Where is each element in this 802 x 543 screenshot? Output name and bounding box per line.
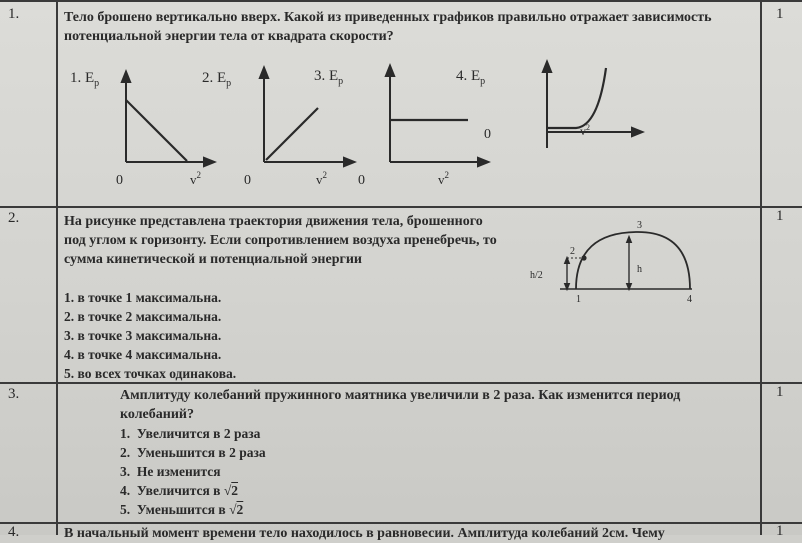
row-border <box>0 382 802 384</box>
svg-text:h/2: h/2 <box>530 270 543 281</box>
answer-option-5[interactable]: 5. во всех точках одинакова. <box>64 366 237 381</box>
graph-3 <box>314 68 484 188</box>
svg-text:0: 0 <box>244 173 251 188</box>
axis-label: $v^2$ <box>316 170 327 187</box>
svg-text:h: h <box>637 264 642 275</box>
graph-1 <box>70 70 210 188</box>
graph-2 <box>202 70 350 188</box>
row-border-top <box>0 0 802 2</box>
sqrt-symbol: √ <box>229 502 237 517</box>
question-text: Амплитуду колебаний пружинного маятника увеличили в 2 раза. Как изменится период колебаний? <box>120 388 681 422</box>
axis-label: $v^2$ <box>580 123 590 138</box>
svg-text:2: 2 <box>570 246 575 257</box>
plot-line <box>126 100 187 161</box>
plot-line <box>266 108 318 160</box>
question-points: 1 <box>776 6 784 22</box>
graph-label: 3. $E_p$ <box>314 68 344 87</box>
axis-label: $v^2$ <box>190 170 201 187</box>
column-border <box>760 0 762 535</box>
answer-option-2[interactable]: 2. Уменьшится в 2 раза <box>120 445 266 460</box>
answer-option-1[interactable]: 1. в точке 1 максимальна. <box>64 290 222 305</box>
svg-text:1: 1 <box>576 294 581 305</box>
svg-text:0: 0 <box>116 173 123 188</box>
answer-option-3[interactable]: 3. Не изменится <box>120 464 221 479</box>
answer-option-4[interactable]: 4. в точке 4 максимальна. <box>64 347 222 362</box>
row-border <box>0 206 802 208</box>
axis-label: $v^2$ <box>438 170 449 187</box>
question-text: Тело брошено вертикально вверх. Какой из приведенных графиков правильно отражает зависимость потенциальной энергии тела от квадрата скорости? <box>64 10 712 44</box>
answer-option-1[interactable]: 1. Увеличится в 2 раза <box>120 426 261 441</box>
trajectory-arc <box>576 232 690 289</box>
answer-option-2[interactable]: 2. в точке 2 максимальна. <box>64 309 222 324</box>
svg-text:0: 0 <box>358 173 365 188</box>
energy-graphs <box>60 58 650 200</box>
column-border <box>56 0 58 535</box>
question-points: 1 <box>776 523 784 539</box>
plot-curve <box>547 68 606 128</box>
point-2-marker <box>581 255 586 260</box>
graph-label: 1. $E_p$ <box>70 70 100 89</box>
svg-text:3: 3 <box>637 220 642 231</box>
question-number: 2. <box>8 210 20 226</box>
question-number: 4. <box>8 524 20 540</box>
svg-text:4: 4 <box>687 294 692 305</box>
answer-option-3[interactable]: 3. в точке 3 максимальна. <box>64 328 222 343</box>
graph-4 <box>456 66 638 148</box>
question-number: 1. <box>8 6 20 22</box>
svg-text:0: 0 <box>484 127 491 142</box>
question-points: 1 <box>776 208 784 224</box>
graph-label: 2. $E_p$ <box>202 70 232 89</box>
question-points: 1 <box>776 384 784 400</box>
trajectory-figure <box>520 214 720 314</box>
question-number: 3. <box>8 386 20 402</box>
answer-option-4[interactable]: 4. Увеличится в √2 <box>120 483 239 498</box>
answer-option-5[interactable]: 5. Уменьшится в √2 <box>120 502 244 517</box>
question-text: В начальный момент времени тело находилось в равновесии. Амплитуда колебаний 2см. Чему <box>64 526 665 541</box>
graph-label: 4. $E_p$ <box>456 68 486 87</box>
question-text: На рисунке представлена траектория движения тела, брошенного под углом к горизонту. Если сопротивлением воздуха пренебречь, то сумма кинетической и потенциальной энергии <box>64 214 497 267</box>
sqrt-symbol: √ <box>223 483 232 498</box>
